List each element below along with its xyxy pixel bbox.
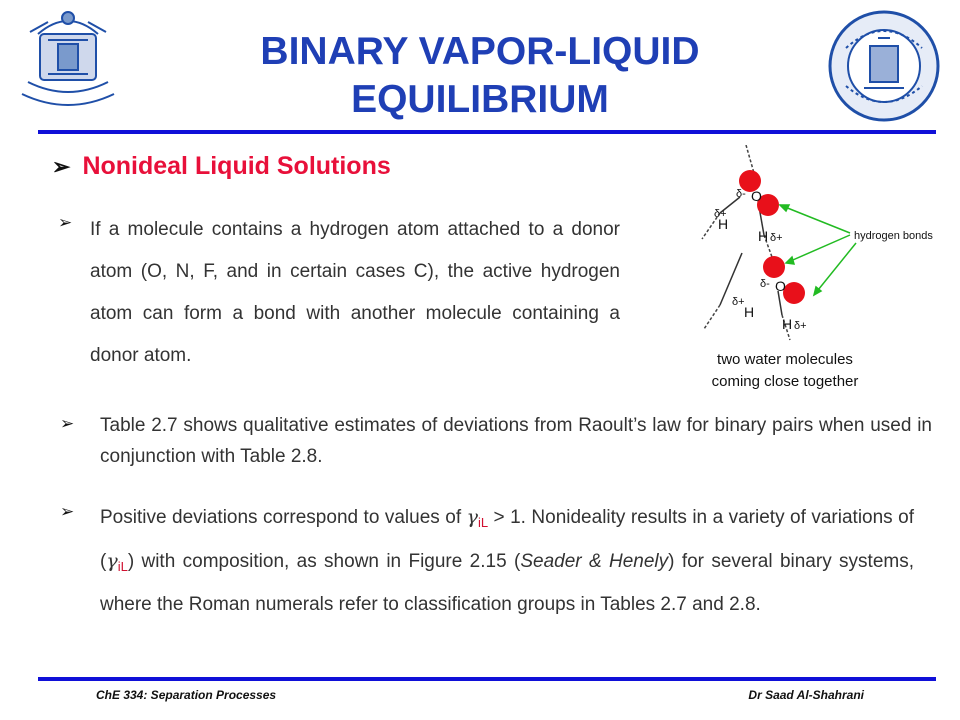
gamma-symbol: γ — [466, 506, 478, 528]
water-molecules-diagram — [690, 145, 950, 350]
university-emblem-icon — [8, 4, 128, 120]
delta-plus-label: δ+ — [714, 208, 727, 220]
arrow-bullet-icon: ➢ — [60, 502, 75, 521]
water-molecule-top — [702, 145, 783, 257]
oxygen-label: O — [751, 188, 762, 204]
hydrogen-bonds-label: hydrogen bonds — [854, 230, 933, 242]
hydrogen-label: H — [718, 216, 729, 232]
delta-plus-label: δ+ — [770, 232, 783, 244]
hydrogen-label: H — [744, 304, 755, 320]
hydrogen-label: H — [758, 228, 769, 244]
paragraph-table-reference: Table 2.7 shows qualitative estimates of deviations from Raoult’s law for binary pairs when used in conjunction with Table 2.8. — [100, 415, 932, 467]
footer-author: Dr Saad Al-Shahrani — [748, 688, 864, 702]
delta-minus-label: δ- — [736, 188, 746, 200]
caption-line-1: two water molecules — [717, 351, 853, 368]
gamma-subscript: iL — [117, 559, 128, 574]
delta-plus-label: δ+ — [732, 296, 745, 308]
p3-text-2: > 1. Nonideality results in a variety of variations of ( — [100, 507, 914, 572]
top-divider — [38, 130, 936, 134]
gamma-symbol: γ — [106, 550, 118, 572]
oxygen-label: O — [775, 278, 786, 294]
title-line-2: EQUILIBRIUM — [351, 78, 609, 121]
citation: Seader & Henely — [520, 551, 669, 572]
arrow-bullet-icon: ➢ — [58, 213, 73, 232]
paragraph-hydrogen-bond: If a molecule contains a hydrogen atom attached to a donor atom (O, N, F, and in certain cases C), the active hydrogen atom can form a bond with another molecule containing a donor atom. — [90, 219, 620, 366]
section-heading — [52, 152, 391, 181]
bottom-divider — [38, 677, 936, 681]
p3-text-4: ) for several binary systems, where the Roman numerals refer to classification groups in Tables 2.7 and 2.8. — [100, 551, 914, 615]
footer-course: ChE 334: Separation Processes — [96, 688, 277, 702]
arrow-bullet-icon: ➢ — [52, 154, 71, 179]
delta-plus-label: δ+ — [794, 320, 807, 332]
arrow-bullet-icon: ➢ — [60, 414, 75, 433]
caption-line-2: coming close together — [711, 373, 859, 390]
delta-minus-label: δ- — [760, 278, 770, 290]
section-heading-text: Nonideal Liquid Solutions — [82, 152, 391, 180]
hydrogen-label: H — [782, 316, 793, 332]
diagram-caption — [690, 349, 880, 393]
p3-text-3: ) with composition, as shown in Figure 2.15 ( — [127, 551, 521, 572]
gamma-subscript: iL — [477, 515, 489, 530]
paragraph-positive-deviations — [100, 498, 914, 624]
title-line-1: BINARY VAPOR-LIQUID — [260, 30, 700, 73]
p3-text-1: Positive deviations correspond to values of — [100, 507, 467, 528]
page-title — [150, 28, 810, 124]
department-seal-icon — [826, 8, 942, 124]
water-molecule-bottom — [704, 253, 807, 340]
